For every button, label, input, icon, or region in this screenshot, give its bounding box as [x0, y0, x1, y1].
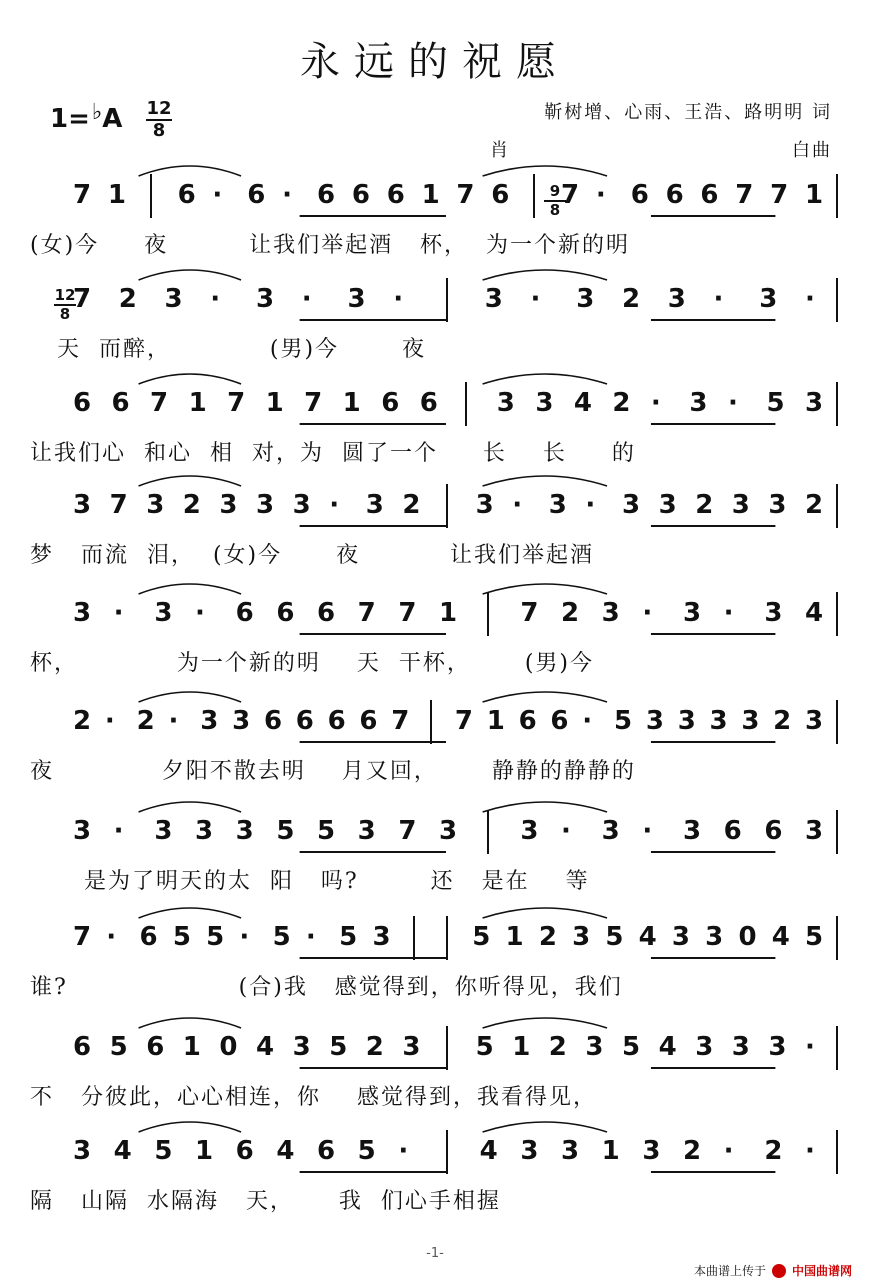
- note: 2: [622, 284, 641, 314]
- note: 3: [576, 284, 595, 314]
- slur: [139, 374, 241, 384]
- key-prefix: 1=: [50, 104, 90, 134]
- note: 3: [695, 1032, 714, 1062]
- note: 5: [339, 922, 358, 952]
- note: 1: [195, 1136, 214, 1166]
- note: 3: [154, 816, 173, 846]
- note: ·: [393, 284, 404, 314]
- lyric-row: (女)今 夜 让我们举起酒 杯， 为一个新的明: [30, 233, 631, 258]
- note: 3: [73, 490, 92, 520]
- note: 3: [195, 816, 214, 846]
- note: 1: [601, 1136, 620, 1166]
- slur: [483, 1122, 607, 1132]
- score-system: [0, 598, 870, 698]
- note: 7: [304, 388, 323, 418]
- note: 7: [73, 284, 92, 314]
- note: ·: [727, 388, 738, 418]
- slur: [483, 1018, 607, 1028]
- note: 3: [235, 816, 254, 846]
- note: ·: [282, 180, 293, 210]
- note: 3: [622, 490, 641, 520]
- note: 2: [561, 598, 580, 628]
- note: ·: [113, 598, 124, 628]
- note: 6: [263, 706, 283, 736]
- note: 6: [317, 1136, 336, 1166]
- lyric-row: 谁? (合)我 感觉得到，你听得见，我们: [30, 975, 623, 1000]
- note: 1: [805, 180, 824, 210]
- time-signature-bottom: 8: [152, 120, 166, 141]
- note: 1: [512, 1032, 531, 1062]
- note: 7: [73, 180, 92, 210]
- key-letter: A: [102, 104, 123, 134]
- note: 3: [256, 284, 275, 314]
- slur: [483, 166, 607, 176]
- lyricist-credit: 靳树增、心雨、王浩、路明明 词: [544, 102, 832, 123]
- note: 2: [805, 490, 824, 520]
- lyric-row: 梦 而流 泪， (女)今 夜 让我们举起酒: [30, 543, 595, 568]
- note: 6: [146, 1032, 165, 1062]
- note: 4: [113, 1136, 132, 1166]
- note: 1: [486, 706, 505, 736]
- note: ·: [106, 922, 117, 952]
- note: ·: [723, 598, 734, 628]
- note: 7: [735, 180, 754, 210]
- note-row: [0, 490, 870, 524]
- note-row: [0, 706, 870, 740]
- note: 2: [402, 490, 421, 520]
- note: 6: [295, 706, 314, 736]
- note: 3: [709, 706, 728, 736]
- note: 3: [768, 490, 787, 520]
- note: 6: [247, 180, 266, 210]
- note: ·: [104, 706, 115, 736]
- note: 4: [805, 598, 824, 628]
- note: 3: [805, 816, 824, 846]
- note: ·: [642, 598, 653, 628]
- note: 7: [227, 388, 246, 418]
- note: 3: [601, 598, 620, 628]
- note: 5: [329, 1032, 348, 1062]
- note: 3: [73, 598, 92, 628]
- note: 4: [276, 1136, 295, 1166]
- note: 6: [700, 180, 719, 210]
- note: 6: [317, 180, 336, 210]
- slur: [139, 584, 241, 594]
- note: 3: [741, 706, 760, 736]
- note: 2: [764, 1136, 783, 1166]
- note: 6: [381, 388, 400, 418]
- note: 3: [520, 1136, 539, 1166]
- note: 7: [150, 388, 169, 418]
- composer-role: 白曲: [792, 140, 832, 161]
- score-system: [0, 284, 870, 384]
- note: 3: [347, 284, 366, 314]
- lyric-row: 夜 夕阳不散去明 月又回， 静静的静静的: [30, 759, 636, 784]
- note: 2: [612, 388, 631, 418]
- note: 3: [548, 490, 567, 520]
- note: 3: [146, 490, 165, 520]
- note: 3: [402, 1032, 421, 1062]
- note: ·: [239, 922, 250, 952]
- note: ·: [713, 284, 724, 314]
- note: 4: [771, 922, 790, 952]
- time-change-12-8: 12 8: [54, 286, 76, 323]
- note: 2: [73, 706, 92, 736]
- note: ·: [582, 706, 593, 736]
- note: 4: [573, 388, 592, 418]
- note: 3: [357, 816, 376, 846]
- note: 3: [705, 922, 724, 952]
- note: 5: [317, 816, 336, 846]
- note: 5: [272, 922, 291, 952]
- note: 1: [107, 180, 126, 210]
- note: 1: [421, 180, 440, 210]
- note: 5: [357, 1136, 376, 1166]
- note: 2: [548, 1032, 567, 1062]
- note: 6: [665, 180, 684, 210]
- note: ·: [301, 284, 312, 314]
- note: ·: [585, 490, 596, 520]
- note: 6: [276, 598, 295, 628]
- note: 6: [235, 598, 254, 628]
- note: 2: [118, 284, 137, 314]
- note: 7: [391, 706, 410, 736]
- slur: [483, 374, 607, 384]
- score-system: [0, 706, 870, 806]
- note-row: [0, 598, 870, 632]
- note: 3: [768, 1032, 787, 1062]
- note: 7: [73, 922, 92, 952]
- score-system: [0, 180, 870, 280]
- note-row: [0, 1032, 870, 1066]
- note: 2: [136, 706, 155, 736]
- note: 6: [386, 180, 405, 210]
- note: 7: [454, 706, 473, 736]
- note: 6: [177, 180, 196, 210]
- note: ·: [642, 816, 653, 846]
- note: 3: [764, 598, 783, 628]
- note: 5: [472, 922, 491, 952]
- note-row: [0, 388, 870, 422]
- note: 2: [365, 1032, 384, 1062]
- note: 7: [456, 180, 475, 210]
- note: 6: [359, 706, 378, 736]
- note: 3: [496, 388, 515, 418]
- slur: [483, 692, 607, 702]
- note: 2: [695, 490, 714, 520]
- note: ·: [595, 180, 606, 210]
- slur: [483, 270, 607, 280]
- note: 3: [658, 490, 677, 520]
- note: 3: [645, 706, 664, 736]
- note: 3: [292, 1032, 311, 1062]
- lyric-row: 是为了明天的太 阳 吗? 还 是在 等: [30, 869, 590, 894]
- page-number: -1-: [426, 1246, 444, 1261]
- note-row: [0, 922, 870, 956]
- note: 5: [475, 1032, 494, 1062]
- note: 3: [164, 284, 183, 314]
- note: 7: [398, 816, 417, 846]
- note: 3: [292, 490, 311, 520]
- note: 2: [683, 1136, 702, 1166]
- slur: [483, 908, 607, 918]
- time-signature-top: 12: [146, 98, 172, 119]
- note: 3: [677, 706, 696, 736]
- logo-icon: [772, 1264, 786, 1278]
- note: 1: [182, 1032, 201, 1062]
- note: 3: [73, 1136, 92, 1166]
- score-system: [0, 816, 870, 916]
- note: 7: [770, 180, 789, 210]
- note: 2: [538, 922, 557, 952]
- note: 6: [139, 922, 158, 952]
- note: ·: [398, 1136, 409, 1166]
- note: ·: [212, 180, 223, 210]
- note: ·: [723, 1136, 734, 1166]
- slur: [483, 802, 607, 812]
- note: 3: [759, 284, 778, 314]
- note: 5: [614, 706, 633, 736]
- note: 6: [351, 180, 370, 210]
- note: ·: [805, 284, 815, 314]
- note: 1: [342, 388, 361, 418]
- lyric-row: 天 而醉， (男)今 夜: [30, 337, 427, 362]
- note: 6: [630, 180, 649, 210]
- note: 6: [491, 180, 510, 210]
- note: 6: [723, 816, 742, 846]
- note: 3: [642, 1136, 661, 1166]
- note: 7: [109, 490, 128, 520]
- note: 0: [219, 1032, 238, 1062]
- slur: [139, 692, 241, 702]
- note: 4: [256, 1032, 275, 1062]
- note: 4: [479, 1136, 498, 1166]
- source-logo: 中国曲谱网: [791, 1264, 852, 1278]
- note-row: [0, 284, 870, 318]
- note: 1: [439, 598, 458, 628]
- note: ·: [305, 922, 316, 952]
- note: ·: [561, 816, 571, 846]
- note: 5: [622, 1032, 641, 1062]
- note: 3: [365, 490, 384, 520]
- note-row: [0, 816, 870, 850]
- note: 7: [520, 598, 539, 628]
- note: 3: [154, 598, 173, 628]
- note: 3: [475, 490, 494, 520]
- note: ·: [168, 706, 179, 736]
- note: 7: [357, 598, 376, 628]
- note: 1: [265, 388, 284, 418]
- note: 3: [219, 490, 238, 520]
- note: 7: [561, 180, 580, 210]
- score-system: [0, 490, 870, 590]
- note: 3: [73, 816, 92, 846]
- score-system: [0, 1032, 870, 1132]
- note: ·: [650, 388, 661, 418]
- score-system: [0, 1136, 870, 1236]
- note: ·: [512, 490, 523, 520]
- slur: [483, 584, 607, 594]
- note: 5: [605, 922, 624, 952]
- note: ·: [113, 816, 124, 846]
- source-text: 本曲谱上传于: [693, 1264, 766, 1278]
- note: 6: [111, 388, 130, 418]
- note: 3: [439, 816, 458, 846]
- note: 3: [585, 1032, 604, 1062]
- slur: [139, 166, 241, 176]
- note: 3: [805, 388, 824, 418]
- note: 6: [518, 706, 537, 736]
- note: 3: [572, 922, 591, 952]
- note: 3: [731, 490, 750, 520]
- note: 5: [206, 922, 225, 952]
- note: 3: [200, 706, 219, 736]
- note: 3: [731, 1032, 750, 1062]
- note: 3: [671, 922, 690, 952]
- slur: [139, 802, 241, 812]
- note: 5: [154, 1136, 173, 1166]
- slur: [139, 476, 241, 486]
- slur: [483, 476, 607, 486]
- note: 3: [683, 816, 702, 846]
- note: 6: [235, 1136, 254, 1166]
- note: 5: [276, 816, 295, 846]
- note: 6: [550, 706, 569, 736]
- slur: [139, 1018, 241, 1028]
- note: 4: [638, 922, 657, 952]
- note: 5: [109, 1032, 128, 1062]
- note: 1: [505, 922, 524, 952]
- note: 0: [738, 922, 757, 952]
- note: 6: [73, 1032, 92, 1062]
- slur: [139, 270, 241, 280]
- note: 7: [398, 598, 417, 628]
- note: ·: [530, 284, 541, 314]
- source-credit: [694, 1262, 852, 1279]
- note: 3: [256, 490, 275, 520]
- note-row: [0, 1136, 870, 1170]
- note: 2: [182, 490, 201, 520]
- flat-sign: ♭: [91, 100, 103, 125]
- note: 6: [73, 388, 92, 418]
- note: 3: [689, 388, 708, 418]
- note: ·: [805, 1136, 815, 1166]
- note: ·: [805, 1032, 815, 1062]
- note: ·: [329, 490, 340, 520]
- note-row: [0, 180, 870, 214]
- time-signature: [146, 100, 172, 140]
- lyric-row: 不 分彼此，心心相连，你 感觉得到，我看得见，: [30, 1085, 597, 1110]
- note: 5: [766, 388, 785, 418]
- note: 3: [667, 284, 686, 314]
- lyric-row: 让我们心 和心 相 对，为 圆了一个 长 长 的: [30, 441, 636, 466]
- note: 6: [327, 706, 346, 736]
- note: 3: [232, 706, 251, 736]
- composer-name: 肖: [490, 140, 510, 161]
- note: 3: [805, 706, 824, 736]
- slur: [139, 1122, 241, 1132]
- note: ·: [195, 598, 205, 628]
- note: 3: [683, 598, 702, 628]
- lyric-row: 隔 山隔 水隔海 天， 我 们心手相握: [30, 1189, 501, 1214]
- note: 3: [535, 388, 554, 418]
- note: 4: [658, 1032, 677, 1062]
- note: 6: [764, 816, 783, 846]
- note: 2: [773, 706, 792, 736]
- note: 3: [561, 1136, 580, 1166]
- slur: [139, 908, 241, 918]
- note: 3: [372, 922, 391, 952]
- lyric-row: 杯， 为一个新的明 天 干杯， (男)今: [30, 651, 595, 676]
- note: 5: [805, 922, 824, 952]
- note: 3: [484, 284, 503, 314]
- song-title: 永远的祝愿: [300, 39, 570, 85]
- time-change-9-8: 9 8: [544, 184, 566, 218]
- note: 5: [172, 922, 191, 952]
- note: ·: [210, 284, 221, 314]
- note: 6: [419, 388, 438, 418]
- key-signature: [50, 100, 122, 134]
- note: 1: [188, 388, 207, 418]
- note: 3: [520, 816, 539, 846]
- score-system: [0, 922, 870, 1022]
- note: 6: [317, 598, 336, 628]
- note: 3: [601, 816, 620, 846]
